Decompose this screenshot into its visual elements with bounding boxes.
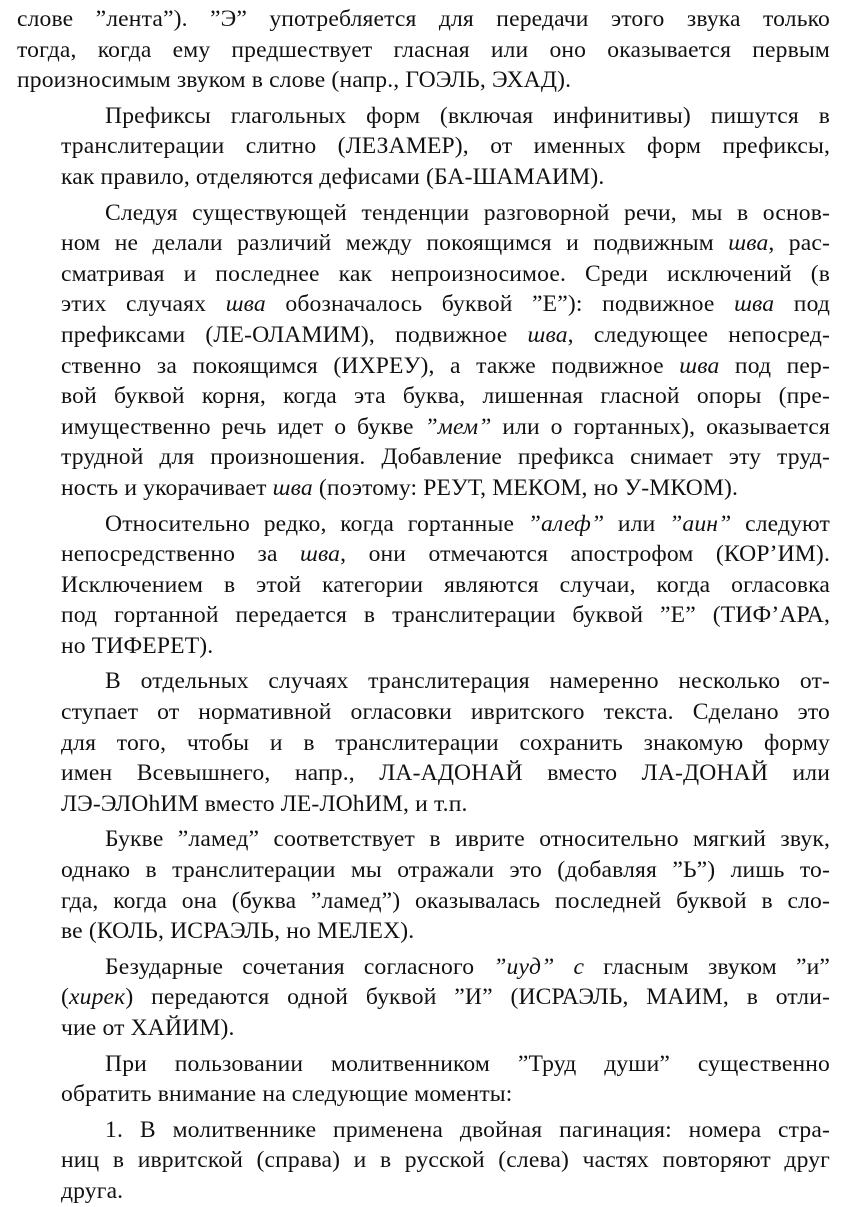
text-line: ве (КОЛЬ, ИСРАЭЛЬ, но МЕЛЕХ).: [61, 918, 415, 945]
text-line: этих случаях шва обозначалось буквой ”Е”): подвижное шва под: [61, 291, 830, 318]
text-line: Исключением в этой категории являются случаи, когда огласовка: [61, 571, 830, 598]
text-line: однако в транслитерации мы отражали это (добавляя ”Ь”) лишь то-: [61, 857, 830, 884]
paragraph-1: [17, 4, 830, 96]
text-line: Префиксы глагольных форм (включая инфинитивы) пишутся в: [105, 102, 830, 129]
paragraph-2: [17, 101, 830, 193]
text-line: ность и укорачивает шва (поэтому: РЕУТ, МЕКОМ, но У-МКОМ).: [61, 474, 739, 501]
text-line: префиксами (ЛЕ-ОЛАМИМ), подвижное шва, следующее непосред-: [61, 321, 830, 348]
text-line: сматривая и последнее как непроизносимое. Среди исключений (в: [61, 260, 830, 287]
text-line: как правило, отделяются дефисами (БА-ШАМАИМ).: [61, 163, 605, 190]
text-line: трудной для произношения. Добавление префикса снимает эту труд-: [61, 444, 830, 471]
text-line: Безударные сочетания согласного ”иуд” с гласным звуком ”и”: [105, 953, 830, 980]
paragraph-9: [17, 1115, 830, 1207]
paragraph-5: [17, 666, 830, 819]
text-line: имен Всевышнего, напр., ЛА-АДОНАЙ вместо ЛА-ДОНАЙ или: [61, 760, 830, 787]
paragraph-6: [17, 824, 830, 946]
text-line: тогда, когда ему предшествует гласная или оно оказывается первым: [17, 36, 830, 63]
paragraph-3: [17, 198, 830, 504]
paragraph-8: [17, 1049, 830, 1110]
text-line: 1. В молитвеннике применена двойная пагинация: номера стра-: [105, 1116, 830, 1143]
text-line: ступает от нормативной огласовки ивритского текста. Сделано это: [61, 699, 830, 726]
text-line: (хирек) передаются одной буквой ”И” (ИСРАЭЛЬ, МАИМ, в отли-: [61, 984, 830, 1011]
text-line: ниц в ивритской (справа) и в русской (слева) частях повторяют друг: [61, 1147, 830, 1174]
text-line: слове ”лента”). ”Э” употребляется для передачи этого звука только: [17, 6, 830, 32]
text-line: ном не делали различий между покоящимся и подвижным шва, рас-: [61, 230, 831, 257]
text-line: вой буквой корня, когда эта буква, лишенная гласной опоры (пре-: [61, 383, 830, 410]
text-line: ЛЭ-ЭЛОhИМ вместо ЛЕ-ЛОhИМ, и т.п.: [61, 790, 468, 817]
text-line: гда, когда она (буква ”ламед”) оказывалась последней буквой в сло-: [61, 887, 830, 914]
text-line: Букве ”ламед” соответствует в иврите относительно мягкий звук,: [105, 826, 830, 853]
text-line: имущественно речь идет о букве ”мем” или о гортанных), оказывается: [61, 413, 830, 440]
text-line: произносимым звуком в слове (напр., ГОЭЛЬ, ЭХАД).: [17, 67, 572, 94]
text-line: друга.: [61, 1177, 124, 1204]
text-line: При пользовании молитвенником ”Труд души” существенно: [105, 1050, 830, 1077]
text-line: для того, чтобы и в транслитерации сохранить знакомую форму: [61, 729, 830, 756]
paragraph-7: [17, 952, 830, 1044]
text-line: Следуя существующей тенденции разговорной речи, мы в основ-: [105, 199, 830, 226]
text-line: чие от ХАЙИМ).: [61, 1015, 235, 1041]
text-line: ственно за покоящимся (ИХРЕУ), а также подвижное шва под пер-: [61, 352, 830, 379]
text-line: транслитерации слитно (ЛЕЗАМЕР), от именных форм префиксы,: [61, 133, 830, 160]
text-line: непосредственно за шва, они отмечаются апострофом (КОР’ИМ).: [61, 541, 830, 568]
text-line: обратить внимание на следующие моменты:: [61, 1081, 513, 1108]
paragraph-4: [17, 509, 830, 662]
text-line: под гортанной передается в транслитерации буквой ”Е” (ТИФ’АРА,: [61, 602, 830, 629]
text-line: В отдельных случаях транслитерация намеренно несколько от-: [105, 668, 830, 695]
text-line: Относительно редко, когда гортанные ”алеф” или ”аин” следуют: [105, 510, 830, 537]
document-page: [17, 4, 830, 1207]
text-line: но ТИФЕРЕТ).: [61, 632, 214, 659]
